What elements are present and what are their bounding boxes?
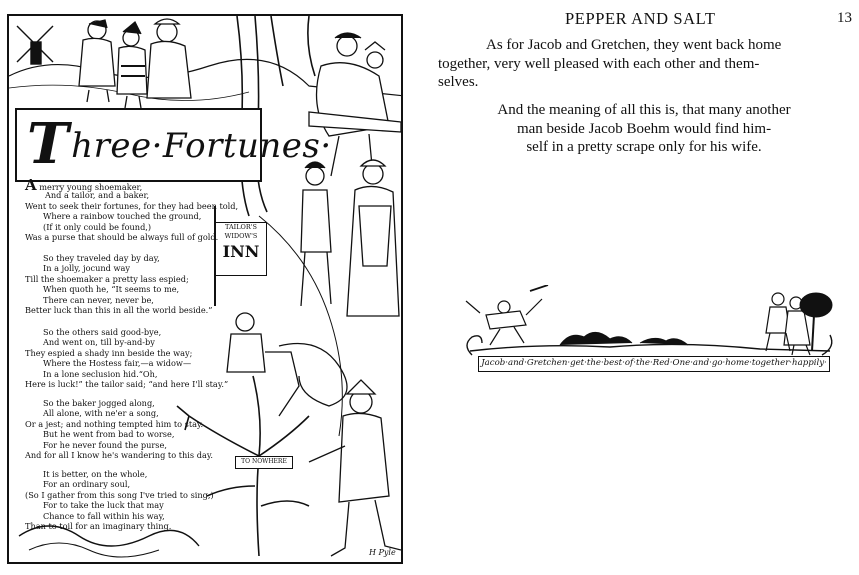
left-page	[0, 0, 408, 575]
tailor-and-widow-figures	[301, 160, 399, 316]
verse-line: Was a purse that should be always full of gold.	[25, 231, 219, 242]
paragraph-line: man beside Jacob Boehm would find him-	[516, 120, 772, 137]
running-head: PEPPER AND SALT	[565, 9, 716, 28]
verse-line: Where the Hostess fair,—a widow—	[43, 358, 192, 369]
moral-paragraph	[438, 101, 850, 157]
poem-title-box	[15, 108, 332, 182]
verse-line-text: merry young shoemaker,	[36, 182, 143, 192]
verse-line: So the baker jogged along,	[43, 398, 155, 408]
verse-dropcap: A	[25, 176, 37, 194]
artist-signature: H Pyle	[369, 548, 396, 557]
inn-sign-line-2: WIDOW'S	[224, 232, 258, 240]
verse-line: There can never, never be,	[43, 294, 154, 305]
verse-stanza-3	[25, 327, 228, 389]
verse-line: Here is luck!” the tailor said; “and here I'll stay.”	[25, 378, 229, 389]
verse-line: In a lone seclusion hid.“Oh,	[43, 368, 158, 379]
paragraph-line: selves.	[438, 74, 479, 91]
verse-line: All alone, with ne'er a song,	[43, 408, 159, 419]
inn-sign-main: INN	[222, 242, 260, 261]
right-page	[410, 0, 859, 575]
page-number: 13	[837, 10, 852, 26]
verse-stanza-5	[25, 469, 214, 531]
verse-line: Or a jest; and nothing tempted him to stay.	[25, 418, 204, 429]
verse-line: For he never found the purse,	[43, 439, 167, 450]
tailpiece-illustration	[460, 285, 840, 365]
closing-paragraph	[438, 36, 850, 92]
verse-line: Better luck than this in all the world beside.”	[25, 304, 213, 315]
verse-line	[25, 176, 238, 194]
verse-stanza-4	[25, 398, 213, 460]
verse-line: Chance to fall within his way,	[43, 510, 165, 521]
verse-line: For to take the luck that may	[43, 500, 164, 511]
verse-line: Than to toil for an imaginary thing.	[25, 520, 172, 531]
verse-line: Went to seek their fortunes, for they had been told,	[25, 200, 239, 211]
verse-line: And a tailor, and a baker,	[45, 190, 150, 201]
windmill-figure	[17, 26, 53, 64]
verse-line: Till the shoemaker a pretty lass espied;	[25, 273, 189, 284]
illustration-frame	[7, 14, 403, 564]
verse-line: In a jolly, jocund way	[43, 263, 130, 274]
nowhere-sign-text: TO NOWHERE	[241, 458, 287, 465]
verse-line: (If it only could be found,)	[43, 221, 152, 232]
inn-sign-line-1: TAILOR'S	[224, 223, 258, 231]
paragraph-line: self in a pretty scrape only for his wife.	[526, 139, 762, 156]
verse-line: They espied a shady inn beside the way;	[25, 347, 193, 358]
paragraph-line: And the meaning of all this is, that many another	[497, 102, 791, 118]
verse-line: And for all I know he's wandering to this day.	[25, 449, 213, 460]
verse-line: Where a rainbow touched the ground,	[43, 211, 202, 222]
verse-line: It is better, on the whole,	[43, 469, 148, 479]
paragraph-line: together, very well pleased with each other and them-	[438, 55, 760, 72]
nowhere-sign	[235, 456, 293, 469]
verse-line: For an ordinary soul,	[43, 479, 131, 490]
wandering-baker-figure	[309, 380, 401, 556]
verse-line: And went on, till by-and-by	[43, 337, 155, 348]
verse-line: So they traveled day by day,	[43, 253, 160, 263]
poem-title	[27, 111, 332, 177]
verse-line: When quoth he, “It seems to me,	[43, 284, 180, 295]
verse-line: But he went from bad to worse,	[43, 429, 175, 440]
paragraph-line: As for Jacob and Gretchen, they went back home	[486, 37, 782, 53]
seated-baker-figure	[227, 313, 347, 416]
verse-line: (So I gather from this song I've tried to sing,)	[25, 489, 214, 500]
verse-stanza-1	[25, 176, 239, 242]
three-travelers-figures	[79, 19, 191, 108]
title-initial: T	[27, 111, 70, 177]
illustration-caption: Jacob·and·Gretchen·get·the·best·of·the·Red·One·and·go·home·together·happily·	[478, 356, 830, 372]
verse-line: So the others said good-bye,	[43, 327, 162, 337]
verse-stanza-2	[25, 253, 212, 315]
title-rest: hree·Fortunes·	[71, 126, 332, 166]
